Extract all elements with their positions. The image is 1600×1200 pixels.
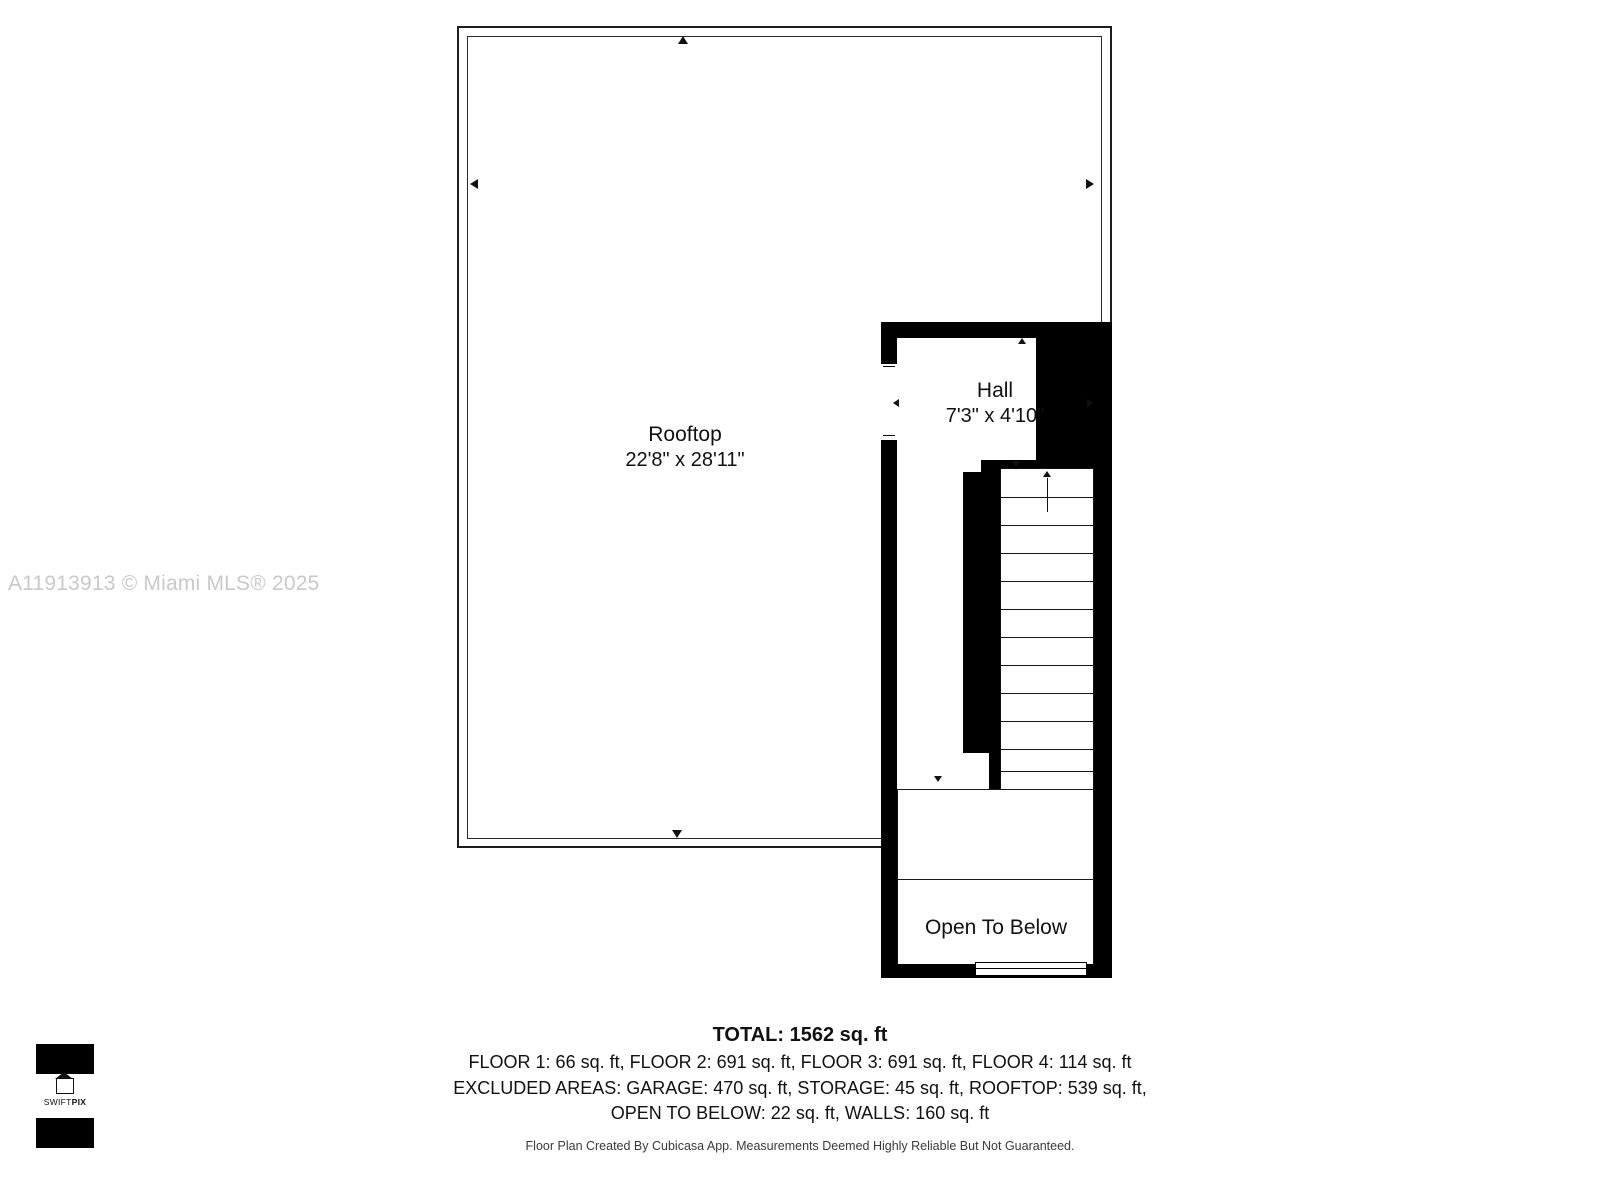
room-label-hall bbox=[900, 378, 1090, 428]
stair-step bbox=[1001, 553, 1095, 554]
excluded-areas-line-2: OPEN TO BELOW: 22 sq. ft, WALLS: 160 sq. ft bbox=[610, 1103, 990, 1124]
dimension-arrow-rooftop-top bbox=[678, 36, 688, 44]
room-dims-rooftop: 22'8" x 28'11" bbox=[625, 448, 745, 471]
dimension-arrow-rooftop-left bbox=[470, 179, 478, 189]
stair-step bbox=[1001, 665, 1095, 666]
house-icon bbox=[56, 1078, 74, 1094]
logo-mark bbox=[36, 1076, 94, 1116]
logo-wordmark-light: SWIFT bbox=[43, 1097, 72, 1107]
stair-step bbox=[1001, 749, 1095, 750]
room-name-hall: Hall bbox=[976, 379, 1014, 402]
corridor-opening bbox=[897, 460, 981, 472]
stair-step bbox=[1001, 637, 1095, 638]
total-area: TOTAL: 1562 sq. ft bbox=[712, 1024, 888, 1046]
logo-bar-bottom bbox=[36, 1118, 94, 1148]
room-name-open-to-below: Open To Below bbox=[924, 916, 1068, 939]
floor-breakdown: FLOOR 1: 66 sq. ft, FLOOR 2: 691 sq. ft, FLOOR 3: 691 sq. ft, FLOOR 4: 114 sq. ft bbox=[468, 1052, 1132, 1072]
logo-wordmark-bold: PIX bbox=[71, 1097, 87, 1107]
stair-step bbox=[1001, 771, 1095, 772]
stair-direction-arrow bbox=[1043, 471, 1051, 477]
stair-step bbox=[1001, 721, 1095, 722]
staircase bbox=[1000, 468, 1094, 790]
logo-wordmark bbox=[36, 1097, 94, 1107]
dimension-arrow-rooftop-bottom bbox=[672, 830, 682, 838]
room-label-rooftop bbox=[0, 422, 1370, 472]
swiftpix-logo bbox=[36, 1044, 94, 1148]
stair-step bbox=[1001, 609, 1095, 610]
room-name-rooftop: Rooftop bbox=[648, 423, 722, 446]
excluded-areas-line-1: EXCLUDED AREAS: GARAGE: 470 sq. ft, STORAGE: 45 sq. ft, ROOFTOP: 539 sq. ft, bbox=[453, 1077, 1147, 1098]
dimension-arrow-hall-top bbox=[1018, 338, 1026, 344]
dimension-arrow-rooftop-right bbox=[1086, 179, 1094, 189]
mls-watermark: A11913913 © Miami MLS® 2025 bbox=[8, 572, 320, 595]
landing-direction-arrow bbox=[934, 776, 942, 782]
stair-step bbox=[1001, 581, 1095, 582]
room-dims-hall: 7'3" x 4'10" bbox=[945, 404, 1045, 427]
bottom-window bbox=[975, 962, 1087, 976]
stairwell-void bbox=[897, 472, 963, 753]
stair-direction-line bbox=[1047, 478, 1048, 512]
stair-step bbox=[1001, 525, 1095, 526]
room-label-open-to-below bbox=[896, 915, 1096, 941]
bottom-window-mullion bbox=[975, 968, 1087, 969]
open-to-below-divider bbox=[897, 879, 1094, 880]
dimension-arrow-hall-left bbox=[893, 399, 899, 407]
stair-step bbox=[1001, 497, 1095, 498]
logo-bar-top bbox=[36, 1044, 94, 1074]
creation-credit: Floor Plan Created By Cubicasa App. Measurements Deemed Highly Reliable But Not Guaranteed. bbox=[525, 1138, 1075, 1153]
lower-landing bbox=[897, 753, 989, 789]
area-summary bbox=[0, 1024, 1600, 1153]
dimension-arrow-hall-bottom bbox=[1012, 461, 1020, 467]
stair-step bbox=[1001, 693, 1095, 694]
open-to-below-top-edge bbox=[897, 789, 1094, 790]
